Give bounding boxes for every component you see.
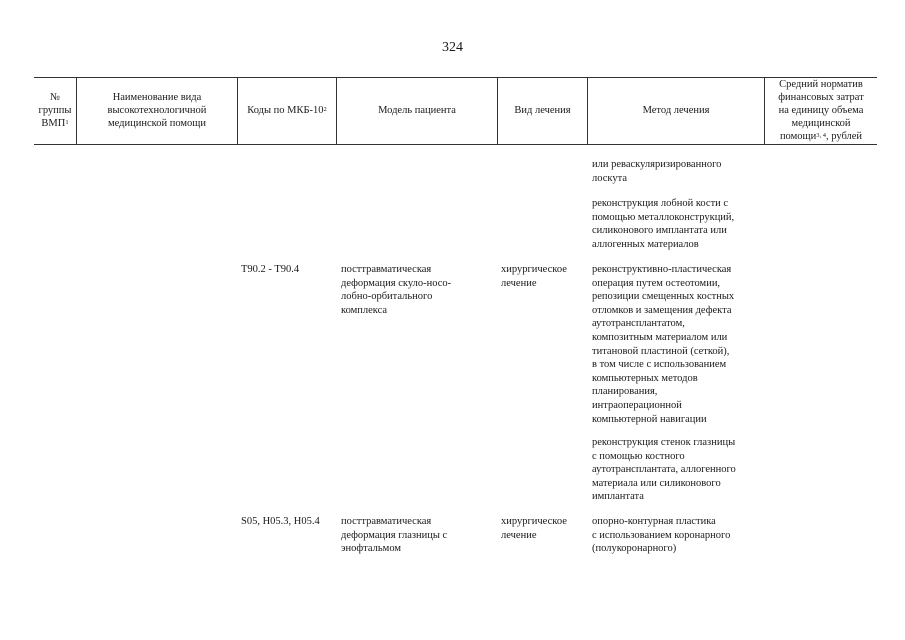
cell-line: репозиции смещенных костных <box>592 291 735 303</box>
cell-line: аллогенных материалов <box>592 238 699 250</box>
header-name <box>77 91 237 130</box>
cell-line: энофтальмом <box>341 543 402 555</box>
cell-line: планирования, <box>592 386 658 398</box>
method-cell <box>592 158 721 185</box>
cell-line: или реваскуляризированного <box>592 159 722 170</box>
cell-line: S05, H05.3, H05.4 <box>241 516 320 527</box>
cell-line: лоскута <box>592 172 627 184</box>
cell-line: композитным материалом или <box>592 331 728 343</box>
header-model <box>337 104 497 117</box>
header-text: помощи <box>779 131 817 142</box>
header-line <box>34 117 76 130</box>
cell-line: материала или силиконового <box>592 477 721 489</box>
cell-line: реконструктивно-пластическая <box>592 264 732 275</box>
footnote-mark: 1 <box>65 119 69 126</box>
patient-model-cell <box>341 263 451 317</box>
cell-line: хирургическое <box>501 264 567 275</box>
header-text: Метод лечения <box>642 105 710 116</box>
cell-line: силиконового имплантата или <box>592 225 727 237</box>
cell-line: аутотрансплантатом, <box>592 318 685 330</box>
cell-line: титановой пластиной (сеткой), <box>592 345 730 357</box>
method-cell <box>592 436 736 504</box>
header-line: № <box>49 92 61 103</box>
cell-line: посттравматическая <box>341 516 432 527</box>
header-method <box>588 104 764 117</box>
cell-line: с помощью костного <box>592 450 685 462</box>
codes-cell <box>241 263 299 277</box>
method-cell <box>592 263 734 426</box>
cell-line: в том числе с использованием <box>592 359 727 371</box>
header-group-no <box>34 91 76 130</box>
header-line: Наименование вида <box>112 92 202 103</box>
header-line <box>765 130 877 143</box>
cell-line: опорно-контурная пластика <box>592 516 716 527</box>
cell-line: деформация глазницы с <box>341 529 448 541</box>
footnote-mark: 3, 4 <box>816 132 826 139</box>
codes-cell <box>241 515 320 529</box>
patient-model-cell <box>341 515 447 556</box>
method-cell <box>592 197 734 251</box>
header-line: медицинской помощи <box>108 118 206 129</box>
header-text: Вид лечения <box>514 105 571 116</box>
treatment-cell <box>501 515 567 542</box>
cell-line: деформация скуло-носо- <box>341 277 452 289</box>
cell-line: посттравматическая <box>341 264 432 275</box>
method-cell <box>592 515 730 556</box>
cell-line: реконструкция лобной кости с <box>592 198 729 209</box>
header-codes <box>238 104 336 117</box>
cell-line: T90.2 - T90.4 <box>241 264 300 275</box>
cell-line: с использованием коронарного <box>592 529 731 541</box>
cell-line: комплекса <box>341 304 388 316</box>
table-top-border <box>34 77 877 78</box>
cell-line: компьютерной навигации <box>592 413 707 425</box>
cell-line: хирургическое <box>501 516 567 527</box>
header-line: финансовых затрат <box>778 92 864 103</box>
cell-line: (полукоронарного) <box>592 543 677 555</box>
header-text: Коды по МКБ-10 <box>247 105 324 116</box>
cell-line: помощью металлоконструкций, <box>592 211 735 223</box>
header-cost <box>765 78 877 143</box>
cell-line: имплантата <box>592 491 644 503</box>
cell-line: интраоперационной <box>592 399 682 411</box>
header-text: Модель пациента <box>378 105 456 116</box>
cell-line: отломков и замещения дефекта <box>592 304 732 316</box>
header-line: медицинской <box>791 118 851 129</box>
treatment-cell <box>501 263 567 290</box>
header-text: ВМП <box>41 118 66 129</box>
header-line: Средний норматив <box>779 79 863 90</box>
cell-line: лечение <box>501 277 537 289</box>
footnote-mark: 2 <box>323 106 327 113</box>
header-line: группы <box>38 105 72 116</box>
table-header-bottom-border <box>34 144 877 145</box>
cell-line: лечение <box>501 529 537 541</box>
header-line: высокотехнологичной <box>107 105 207 116</box>
cell-line: операция путем остеотомии, <box>592 277 721 289</box>
header-treatment-type <box>498 104 587 117</box>
cell-line: реконструкция стенок глазницы <box>592 437 736 448</box>
page-number: 324 <box>442 40 463 55</box>
header-text: , рублей <box>825 131 863 142</box>
cell-line: лобно-орбитального <box>341 291 433 303</box>
cell-line: аутотрансплантата, аллогенного <box>592 464 736 476</box>
header-line: на единицу объема <box>778 105 864 116</box>
cell-line: компьютерных методов <box>592 372 698 384</box>
